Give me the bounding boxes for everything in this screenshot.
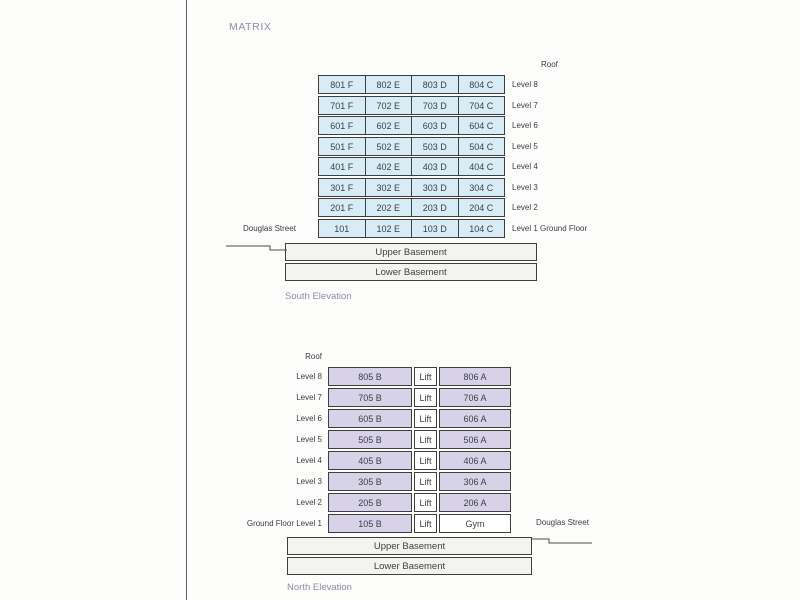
lift-cell: Lift [414, 430, 437, 449]
unit-cell: 802 E [366, 76, 413, 93]
south-row-level1 [318, 219, 505, 238]
north-row-level4 [328, 451, 511, 470]
unit-cell: 206 A [439, 493, 511, 512]
level-label: Level 8 [296, 372, 322, 381]
lift-cell: Lift [414, 514, 437, 533]
level-label: Level 8 [512, 80, 538, 89]
south-row-level5 [318, 137, 505, 156]
north-row-level7 [328, 388, 511, 407]
unit-cell: 405 B [328, 451, 412, 470]
lift-cell: Lift [414, 388, 437, 407]
north-caption: North Elevation [287, 582, 352, 593]
unit-cell: 301 F [319, 179, 366, 196]
lift-cell: Lift [414, 493, 437, 512]
unit-cell: 502 E [366, 138, 413, 155]
unit-cell: 701 F [319, 97, 366, 114]
south-row-level8 [318, 75, 505, 94]
unit-cell: 503 D [412, 138, 459, 155]
unit-cell: 704 C [469, 100, 494, 111]
south-row-level7 [318, 96, 505, 115]
lift-cell: Lift [414, 472, 437, 491]
unit-cell: 705 B [328, 388, 412, 407]
unit-cell: 201 F [319, 199, 366, 216]
unit-cell: 702 E [366, 97, 413, 114]
south-row-level6 [318, 116, 505, 135]
unit-cell: 205 B [328, 493, 412, 512]
south-row-level3 [318, 178, 505, 197]
unit-cell: 306 A [439, 472, 511, 491]
unit-cell: 102 E [366, 220, 413, 237]
unit-cell: 706 A [439, 388, 511, 407]
south-row-level4 [318, 157, 505, 176]
unit-cell: 406 A [439, 451, 511, 470]
unit-cell: 202 E [366, 199, 413, 216]
level-label: Level 7 [512, 101, 538, 110]
unit-cell: 104 C [469, 223, 494, 234]
unit-cell: 805 B [328, 367, 412, 386]
level-label: Level 3 [512, 183, 538, 192]
south-roof-label: Roof [541, 60, 558, 69]
unit-cell: 303 D [412, 179, 459, 196]
unit-cell: 601 F [319, 117, 366, 134]
north-row-level5 [328, 430, 511, 449]
unit-cell: 606 A [439, 409, 511, 428]
level-label: Level 3 [296, 477, 322, 486]
level-label: Level 1 Ground Floor [512, 224, 588, 233]
unit-cell: 505 B [328, 430, 412, 449]
north-row-level2 [328, 493, 511, 512]
unit-cell: 304 C [469, 182, 494, 193]
unit-cell: 603 D [412, 117, 459, 134]
north-row-level3 [328, 472, 511, 491]
unit-cell: 703 D [412, 97, 459, 114]
unit-cell: 605 B [328, 409, 412, 428]
level-label: Level 5 [296, 435, 322, 444]
unit-cell: 402 E [366, 158, 413, 175]
level-label: Level 6 [512, 121, 538, 130]
gym-cell: Gym [439, 514, 511, 533]
lift-cell: Lift [414, 451, 437, 470]
street-level-line-north [532, 539, 592, 543]
south-caption: South Elevation [285, 291, 352, 302]
unit-cell: 604 C [469, 120, 494, 131]
street-label: Douglas Street [536, 518, 589, 527]
page-edge-line [186, 0, 187, 600]
north-row-ground [328, 514, 511, 533]
south-row-level2 [318, 198, 505, 217]
unit-cell: 803 D [412, 76, 459, 93]
unit-cell: 403 D [412, 158, 459, 175]
north-row-level6 [328, 409, 511, 428]
unit-cell: 501 F [319, 138, 366, 155]
level-label: Level 7 [296, 393, 322, 402]
street-level-line-south [226, 246, 287, 250]
unit-cell: 203 D [412, 199, 459, 216]
unit-cell: 506 A [439, 430, 511, 449]
north-row-level8 [328, 367, 511, 386]
street-label: Douglas Street [243, 224, 296, 233]
unit-cell: 404 C [469, 161, 494, 172]
level-label: Level 6 [296, 414, 322, 423]
level-label: Level 2 [512, 203, 538, 212]
unit-cell: 105 B [328, 514, 412, 533]
unit-cell: 804 C [469, 79, 494, 90]
lift-cell: Lift [414, 409, 437, 428]
level-label: Level 4 [296, 456, 322, 465]
unit-cell: 305 B [328, 472, 412, 491]
unit-cell: 504 C [469, 141, 494, 152]
lower-basement: Lower Basement [287, 557, 532, 575]
unit-cell: 801 F [319, 76, 366, 93]
level-label: Ground Floor Level 1 [246, 519, 322, 528]
unit-cell: 101 [319, 220, 366, 237]
unit-cell: 401 F [319, 158, 366, 175]
lift-cell: Lift [414, 367, 437, 386]
unit-cell: 806 A [439, 367, 511, 386]
upper-basement: Upper Basement [287, 537, 532, 555]
unit-cell: 602 E [366, 117, 413, 134]
upper-basement: Upper Basement [285, 243, 537, 261]
unit-cell: 204 C [469, 202, 494, 213]
level-label: Level 2 [296, 498, 322, 507]
level-label: Level 5 [512, 142, 538, 151]
unit-cell: 103 D [412, 220, 459, 237]
north-roof-label: Roof [305, 352, 322, 361]
lower-basement: Lower Basement [285, 263, 537, 281]
level-label: Level 4 [512, 162, 538, 171]
matrix-title: MATRIX [229, 21, 272, 33]
unit-cell: 302 E [366, 179, 413, 196]
